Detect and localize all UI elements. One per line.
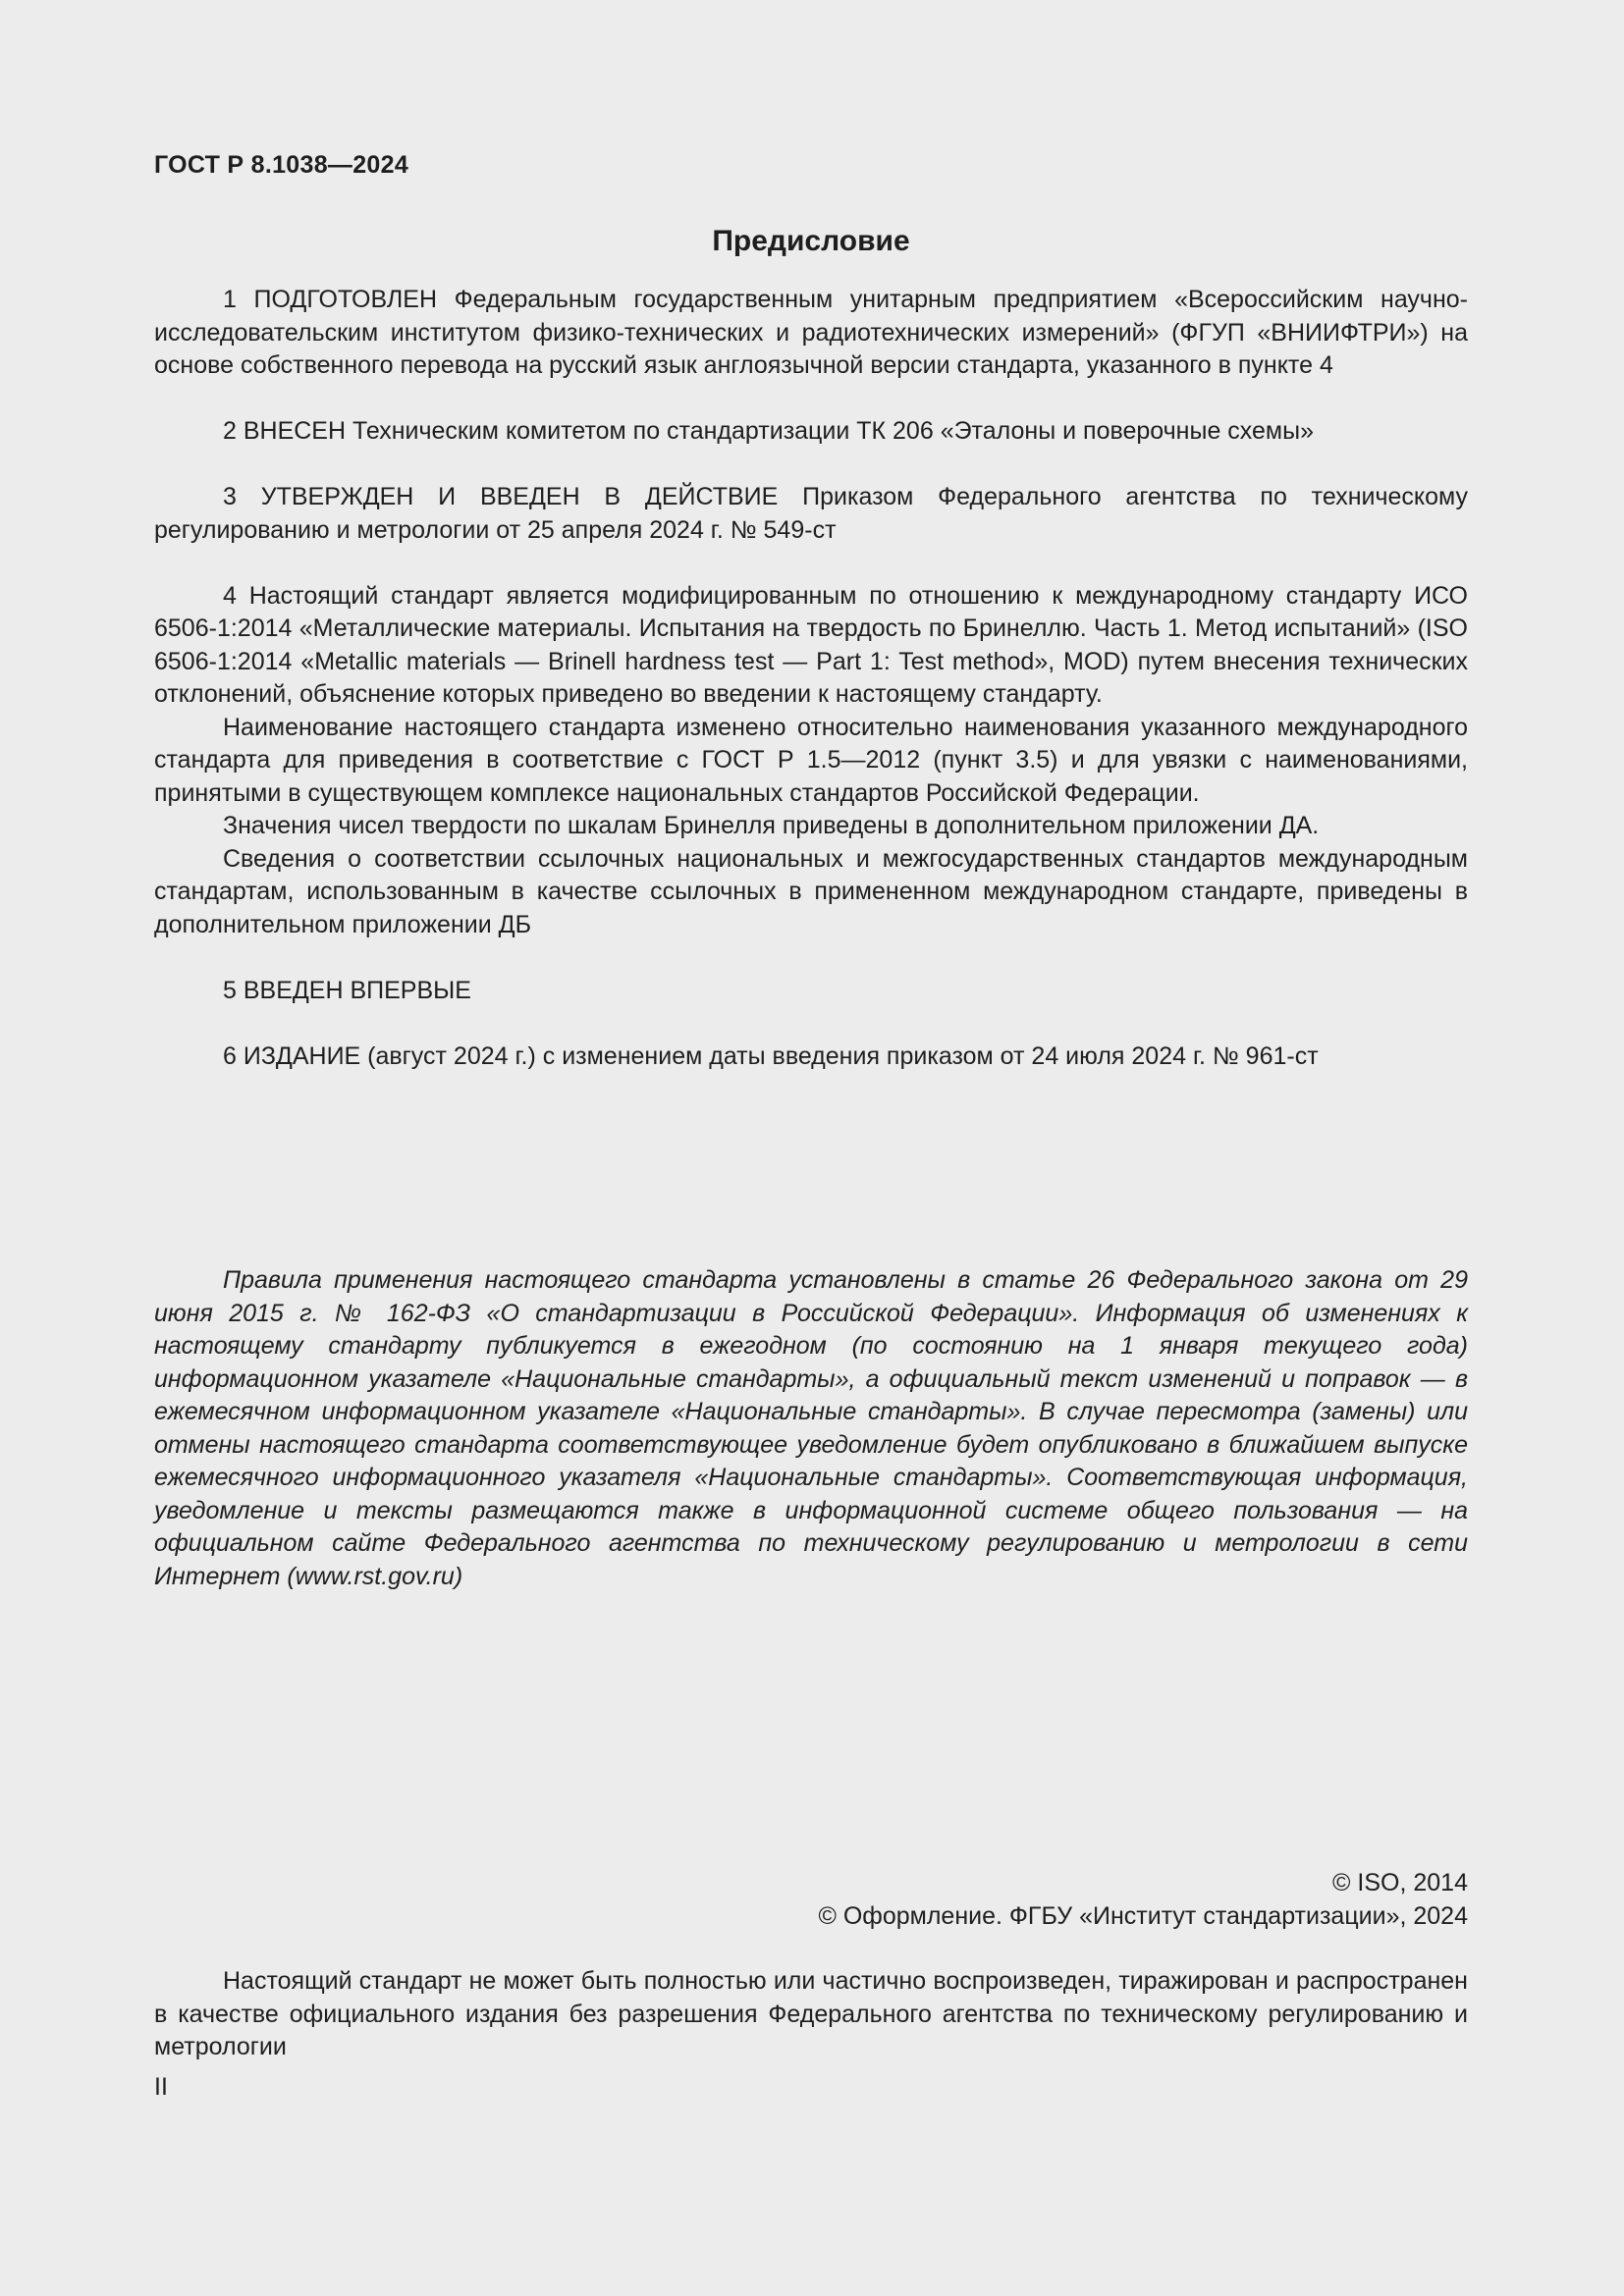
copyright-iso: © ISO, 2014 <box>1332 1869 1468 1896</box>
paragraph-4-name-change: Наименование настоящего стандарта изменено относительно наименования указанного международного стандарта для приведения в соответствие с ГОСТ Р 1.5—2012 (пункт 3.5) и для увязки с наименованиями, принятыми в существующем комплексе национальных стандартов Российской Федерации. <box>154 713 1468 807</box>
foreword-body <box>154 284 1468 1073</box>
paragraph-3-approved: 3 УТВЕРЖДЕН И ВВЕДЕН В ДЕЙСТВИЕ Приказом Федерального агентства по техническому регулированию и метрологии от 25 апреля 2024 г. № 549-ст <box>154 483 1468 544</box>
reproduction-notice <box>154 1965 1468 2064</box>
paragraph-6-edition: 6 ИЗДАНИЕ (август 2024 г.) с изменением даты введения приказом от 24 июля 2024 г. № 961-ст <box>223 1041 1319 1070</box>
paragraph-4-modified: 4 Настоящий стандарт является модифицированным по отношению к международному стандарту ИСО 6506-1:2014 «Металлические материалы. Испытания на твердость по Бринеллю. Часть 1. Метод испытаний» (ISO 6506-1:2014 «Metallic materials — Brinell hardness test — Part 1: Test method», MOD) путем внесения технических отклонений, объяснение которых приведено во введении к настоящему стандарту. <box>154 581 1468 708</box>
document-id: ГОСТ Р 8.1038—2024 <box>154 151 409 179</box>
paragraph-1-prepared: 1 ПОДГОТОВЛЕН Федеральным государственным унитарным предприятием «Всероссийским научно-исследовательским институтом физико-технических и радиотехнических измерений» (ФГУП «ВНИИФТРИ») на основе собственного перевода на русский язык англоязычной версии стандарта, указанного в пункте 4 <box>154 286 1468 379</box>
paragraph-5-first-introduced: 5 ВВЕДЕН ВПЕРВЫЕ <box>223 976 471 1004</box>
page-title: Предисловие <box>712 225 910 257</box>
copyright-design: © Оформление. ФГБУ «Институт стандартизации», 2024 <box>818 1901 1468 1930</box>
paragraph-4-hardness-values: Значения чисел твердости по шкалам Бринелля приведены в дополнительном приложении ДА. <box>223 812 1320 839</box>
paragraph-2-submitted: 2 ВНЕСЕН Техническим комитетом по стандартизации ТК 206 «Эталоны и поверочные схемы» <box>223 417 1314 445</box>
document-page <box>154 0 1468 2296</box>
rules-notice-text: Правила применения настоящего стандарта установлены в статье 26 Федерального закона от 29 июня 2015 г. № 162-ФЗ «О стандартизации в Российской Федерации». Информация об изменениях к настоящему стандарту публикуется в ежегодном (по состоянию на 1 января текущего года) информационном указателе «Национальные стандарты», а официальный текст изменений и поправок — в ежемесячном информационном указателе «Национальные стандарты». В случае пересмотра (замены) или отмены настоящего стандарта соответствующее уведомление будет опубликовано в ближайшем выпуске ежемесячного информационного указателя «Национальные стандарты». Соответствующая информация, уведомление и тексты размещаются также в информационной системе общего пользования — на официальном сайте Федерального агентства по техническому регулированию и метрологии в сети Интернет (www.rst.gov.ru) <box>154 1266 1468 1590</box>
page-number: II <box>154 2073 168 2101</box>
paragraph-4-references: Сведения о соответствии ссылочных национальных и межгосударственных стандартов международным стандартам, использованным в качестве ссылочных в примененном международном стандарте, приведены в дополнительном приложении ДБ <box>154 844 1468 938</box>
reproduction-notice-text: Настоящий стандарт не может быть полностью или частично воспроизведен, тиражирован и распространен в качестве официального издания без разрешения Федерального агентства по техническому регулированию и метрологии <box>154 1967 1468 2060</box>
rules-notice <box>154 1264 1468 1593</box>
copyright-block <box>154 1867 1468 1933</box>
